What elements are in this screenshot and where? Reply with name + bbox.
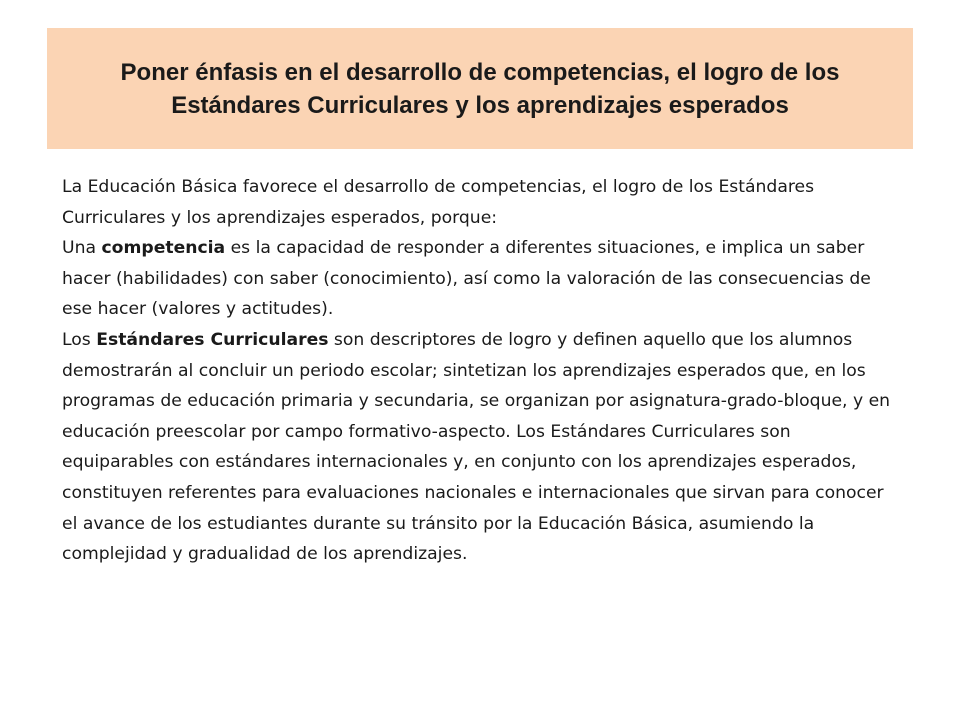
competencia-term: competencia	[101, 238, 226, 259]
competencia-definition: es la capacidad de responder a diferentes situaciones, e implica un saber hacer (habilidades) con saber (conocimiento), así como la valoración de las consecuencias de ese hacer (valores y actitudes).	[62, 238, 871, 320]
competencia-prefix: Una	[62, 238, 102, 259]
competencia-paragraph	[62, 233, 898, 325]
slide-body	[62, 172, 898, 570]
estandares-prefix: Los	[62, 329, 97, 350]
slide-title: Poner énfasis en el desarrollo de competencias, el logro de los Estándares Curriculares y los aprendizajes esperados	[120, 58, 840, 119]
estandares-term: Estándares Curriculares	[96, 329, 329, 350]
intro-paragraph: La Educación Básica favorece el desarrollo de competencias, el logro de los Estándares Curriculares y los aprendizajes esperados, porque:	[62, 177, 815, 228]
estandares-paragraph	[62, 325, 898, 570]
title-band	[47, 28, 913, 149]
estandares-definition: son descriptores de logro y definen aquello que los alumnos demostrarán al concluir un periodo escolar; sintetizan los aprendizajes esperados que, en los programas de educación primaria y secundaria, se organizan por asignatura-grado-bloque, y en educación preescolar por campo formativo-aspecto. Los Estándares Curriculares son equiparables con estándares internacionales y, en conjunto con los aprendizajes esperados, constituyen referentes para evaluaciones nacionales e internacionales que sirvan para conocer el avance de los estudiantes durante su tránsito por la Educación Básica, asumiendo la complejidad y gradualidad de los aprendizajes.	[62, 329, 891, 565]
